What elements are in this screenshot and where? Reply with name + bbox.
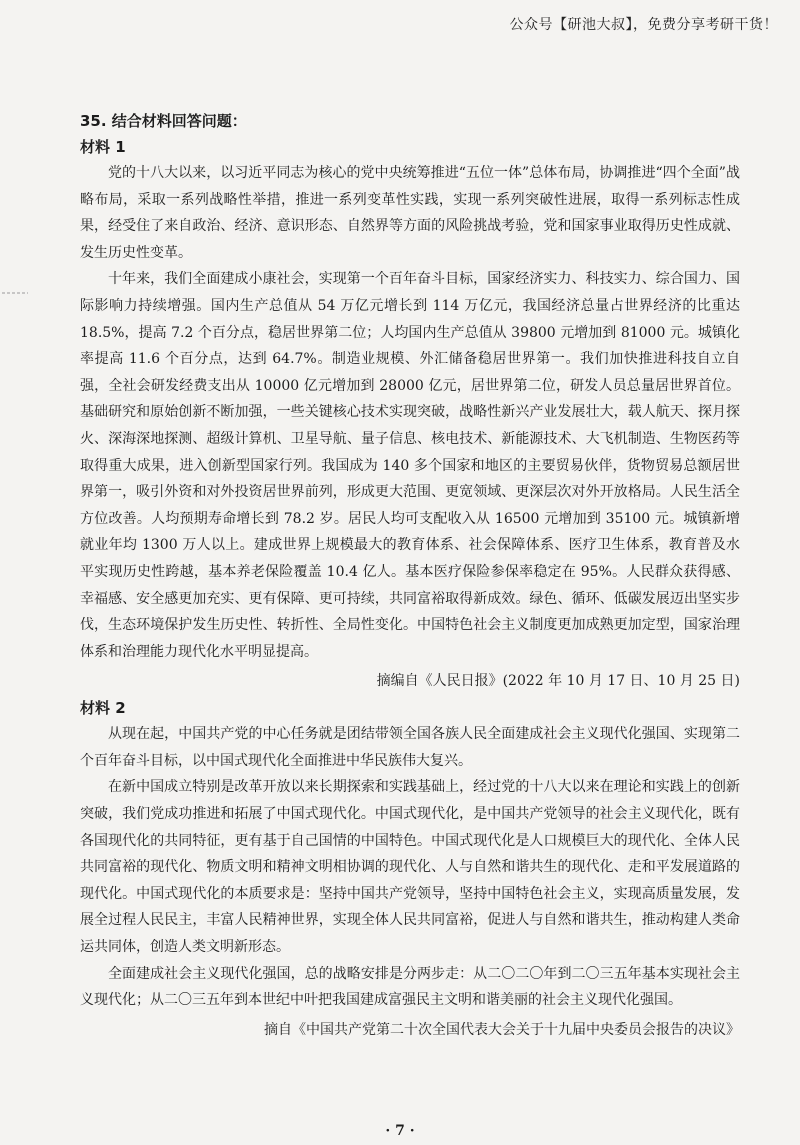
material-2-source: 摘自《中国共产党第二十次全国代表大会关于十九届中央委员会报告的决议》 xyxy=(264,1021,740,1038)
material-1-paragraph: 党的十八大以来，以习近平同志为核心的党中央统筹推进“五位一体”总体布局，协调推进“四个全面”战略布局，采取一系列战略性举措，推进一系列变革性实践，实现一系列突破性进展，取得一系列标志性成果，经受住了来自政治、经济、意识形态、自然界等方面的风险挑战考验，党和国家事业取得历史性成就、发生历史性变革。 xyxy=(80,165,740,261)
margin-scan-mark xyxy=(0,290,30,296)
material-1-source: 摘编自《人民日报》(2022 年 10 月 17 日、10 月 25 日) xyxy=(376,673,740,690)
material-2-paragraph: 全面建成社会主义现代化强国，总的战略安排是分两步走：从二〇二〇年到二〇三五年基本实现社会主义现代化；从二〇三五年到本世纪中叶把我国建成富强民主文明和谐美丽的社会主义现代化强国。 xyxy=(80,965,740,1009)
header-note: 公众号【研池大叔】，免费分享考研干货！ xyxy=(509,17,778,33)
exam-page xyxy=(80,108,740,1044)
material-2-paragraph: 从现在起，中国共产党的中心任务就是团结带领全国各族人民全面建成社会主义现代化强国、实现第二个百年奋斗目标，以中国式现代化全面推进中华民族伟大复兴。 xyxy=(80,726,740,769)
question-title: 35. 结合材料回答问题： xyxy=(80,112,247,130)
material-2-paragraph: 在新中国成立特别是改革开放以来长期探索和实践基础上，经过党的十八大以来在理论和实践上的创新突破，我们党成功推进和拓展了中国式现代化。中国式现代化，是中国共产党领导的社会主义现代化，既有各国现代化的共同特征，更有基于自己国情的中国特色。中国式现代化是人口规模巨大的现代化、全体人民共同富裕的现代化、物质文明和精神文明相协调的现代化、人与自然和谐共生的现代化、走和平发展道路的现代化。中国式现代化的本质要求是：坚持中国共产党领导，坚持中国特色社会主义，实现高质量发展，发展全过程人民民主，丰富人民精神世界，实现全体人民共同富裕，促进人与自然和谐共生，推动构建人类命运共同体，创造人类文明新形态。 xyxy=(80,779,740,956)
material-1-heading: 材料 1 xyxy=(80,138,126,156)
page-number: · 7 · xyxy=(385,1123,415,1139)
material-1-paragraph: 十年来，我们全面建成小康社会，实现第一个百年奋斗目标，国家经济实力、科技实力、综合国力、国际影响力持续增强。国内生产总值从 54 万亿元增长到 114 万亿元，我国经济总量占世界经济的比重达 18.5%，提高 7.2 个百分点，稳居世界第二位；人均国内生产总值从 39800 元增加到 81000 元。城镇化率提高 11.6 个百分点，达到 64.7%。制造业规模、外汇储备稳居世界第一。我们加快推进科技自立自强，全社会研发经费支出从 10000 亿元增加到 28000 亿元，居世界第二位，研发人员总量居世界首位。基础研究和原始创新不断加强，一些关键核心技术实现突破，战略性新兴产业发展壮大，载人航天、探月探火、深海深地探测、超级计算机、卫星导航、量子信息、核电技术、新能源技术、大飞机制造、生物医药等取得重大成果，进入创新型国家行列。我国成为 140 多个国家和地区的主要贸易伙伴，货物贸易总额居世界第一，吸引外资和对外投资居世界前列，形成更大范围、更宽领域、更深层次对外开放格局。人民生活全方位改善。人均预期寿命增长到 78.2 岁。居民人均可支配收入从 16500 元增加到 35100 元。城镇新增就业年均 1300 万人以上。建成世界上规模最大的教育体系、社会保障体系、医疗卫生体系，教育普及水平实现历史性跨越，基本养老保险覆盖 10.4 亿人。基本医疗保险参保率稳定在 95%。人民群众获得感、幸福感、安全感更加充实、更有保障、更可持续，共同富裕取得新成效。绿色、循环、低碳发展迈出坚实步伐，生态环境保护发生历史性、转折性、全局性变化。中国特色社会主义制度更加成熟更加定型，国家治理体系和治理能力现代化水平明显提高。 xyxy=(80,271,740,660)
material-2-heading: 材料 2 xyxy=(80,699,126,718)
